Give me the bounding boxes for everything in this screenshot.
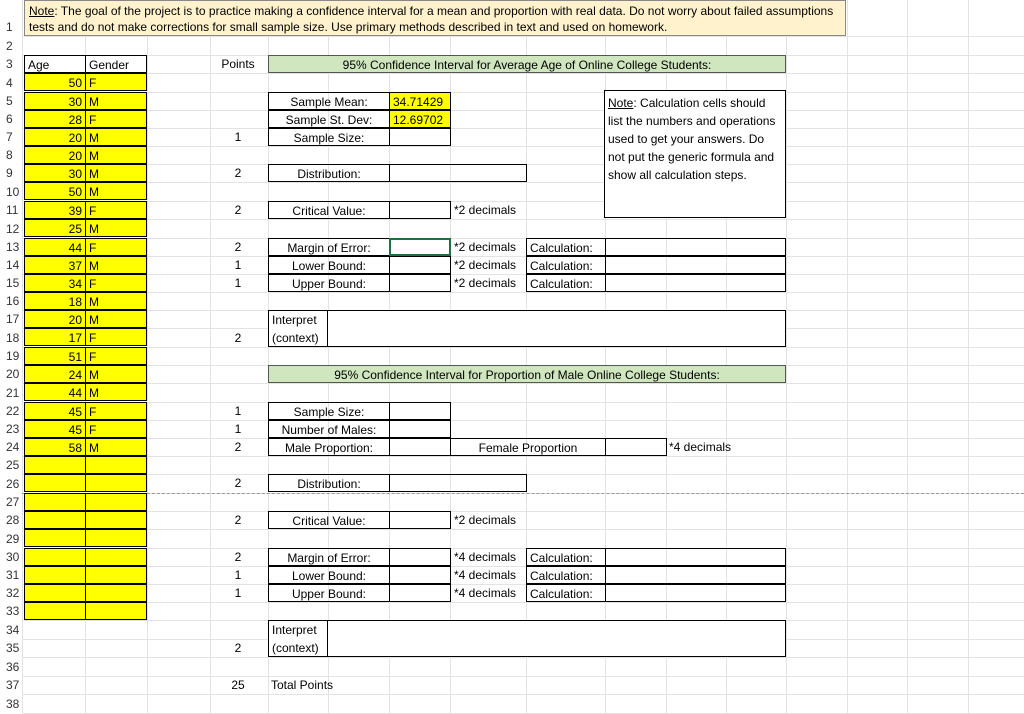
age-cell[interactable]: 18: [24, 292, 86, 310]
age-cell[interactable]: [24, 529, 86, 547]
row-gridline: [22, 657, 1024, 658]
row-number[interactable]: 11: [6, 203, 19, 217]
sample-mean-value[interactable]: 34.71429: [389, 92, 451, 110]
prop-moe-calc-label[interactable]: Calculation:: [526, 548, 606, 566]
prop-lower-note: *4 decimals: [454, 568, 517, 582]
age-cell[interactable]: 51: [24, 347, 86, 365]
row-number[interactable]: 25: [6, 458, 20, 472]
prop-section-title[interactable]: 95% Confidence Interval for Proportion of Male Online College Students:: [268, 365, 786, 383]
row-gridline: [22, 128, 1024, 129]
gender-cell[interactable]: [85, 493, 147, 511]
gender-cell[interactable]: F: [85, 201, 147, 219]
mean-interpret-label-line2: (context): [272, 331, 319, 345]
mean-lower-label[interactable]: Lower Bound:: [268, 256, 390, 274]
age-cell[interactable]: 37: [24, 256, 86, 274]
prop-num-males-input[interactable]: [389, 420, 451, 438]
row-number[interactable]: 16: [6, 294, 20, 308]
mean-distribution-input[interactable]: [389, 164, 527, 182]
mean-moe-input-selected[interactable]: [389, 238, 451, 256]
mean-critical-label[interactable]: Critical Value:: [268, 201, 390, 219]
row-gridline: [22, 602, 1024, 603]
column-gridline: [147, 0, 148, 713]
gender-cell[interactable]: [85, 474, 147, 492]
prop-male-prop-points: 2: [234, 440, 242, 454]
sample-sd-value[interactable]: 12.69702: [389, 110, 451, 128]
calculation-note[interactable]: [604, 90, 786, 218]
row-gridline: [22, 529, 1024, 530]
sample-sd-label[interactable]: Sample St. Dev:: [268, 110, 390, 128]
prop-distribution-input[interactable]: [389, 474, 527, 492]
age-cell[interactable]: 50: [24, 73, 86, 91]
column-gridline: [968, 0, 969, 713]
prop-sample-size-points: 1: [234, 404, 242, 418]
mean-distribution-points: 2: [234, 166, 242, 180]
prop-moe-calc-input[interactable]: [605, 548, 786, 566]
prop-critical-points: 2: [234, 513, 242, 527]
gender-cell[interactable]: [85, 566, 147, 584]
age-cell[interactable]: [24, 493, 86, 511]
row-number[interactable]: 13: [6, 240, 20, 254]
row-gridline: [22, 402, 1024, 403]
top-note[interactable]: [24, 0, 846, 36]
gender-cell[interactable]: [85, 584, 147, 602]
mean-critical-note: *2 decimals: [454, 203, 517, 217]
column-gridline: [847, 0, 848, 713]
gender-cell[interactable]: M: [85, 164, 147, 182]
row-number[interactable]: 38: [6, 697, 20, 711]
age-cell[interactable]: [24, 566, 86, 584]
gender-cell[interactable]: M: [85, 92, 147, 110]
row-gridline: [22, 676, 1024, 677]
row-gridline: [22, 146, 1024, 147]
gender-cell[interactable]: [85, 456, 147, 474]
gender-cell[interactable]: M: [85, 383, 147, 401]
gender-cell[interactable]: M: [85, 182, 147, 200]
gender-cell[interactable]: F: [85, 73, 147, 91]
age-cell[interactable]: 17: [24, 328, 86, 346]
mean-sample-size-input[interactable]: [389, 128, 451, 146]
prop-interpret-points: 2: [234, 641, 242, 655]
row-number[interactable]: 31: [6, 568, 20, 582]
age-cell[interactable]: 25: [24, 219, 86, 237]
prop-upper-points: 1: [234, 586, 242, 600]
prop-upper-note: *4 decimals: [454, 586, 517, 600]
row-number[interactable]: 22: [6, 404, 20, 418]
mean-interpret-points: 2: [234, 331, 242, 345]
gender-cell[interactable]: M: [85, 310, 147, 328]
row-number[interactable]: 17: [6, 312, 20, 326]
row-gridline: [22, 420, 1024, 421]
prop-distribution-points: 2: [234, 476, 242, 490]
page-break-line: [22, 493, 1024, 494]
mean-interpret-label-line1: Interpret: [272, 313, 317, 327]
prop-critical-input[interactable]: [389, 511, 451, 529]
gender-cell[interactable]: F: [85, 402, 147, 420]
mean-upper-note: *2 decimals: [454, 276, 517, 290]
gender-cell[interactable]: F: [85, 420, 147, 438]
prop-moe-note: *4 decimals: [454, 550, 517, 564]
row-gridline: [22, 694, 1024, 695]
row-gridline: [22, 292, 1024, 293]
gender-cell[interactable]: F: [85, 328, 147, 346]
gender-cell[interactable]: [85, 529, 147, 547]
age-cell[interactable]: 30: [24, 92, 86, 110]
gender-cell[interactable]: F: [85, 274, 147, 292]
total-points-value: 25: [231, 678, 245, 692]
prop-critical-label[interactable]: Critical Value:: [268, 511, 390, 529]
mean-critical-input[interactable]: [389, 201, 451, 219]
row-number[interactable]: 36: [6, 660, 20, 674]
top-note-text: : The goal of the project is to practice making a confidence interval for a mean and proportion with real data. Do not worry about failed assumptions tests and do not make corrections for small sample size. Use primary methods described in text and used on homework.: [29, 4, 834, 34]
gender-cell[interactable]: F: [85, 347, 147, 365]
mean-lower-calc-input[interactable]: [605, 256, 786, 274]
age-cell[interactable]: 20: [24, 310, 86, 328]
mean-lower-note: *2 decimals: [454, 258, 517, 272]
age-cell[interactable]: 20: [24, 128, 86, 146]
row-number[interactable]: 18: [6, 331, 20, 345]
row-number[interactable]: 26: [6, 477, 20, 491]
age-cell[interactable]: 58: [24, 438, 86, 456]
gender-cell[interactable]: M: [85, 365, 147, 383]
prop-moe-input[interactable]: [389, 548, 451, 566]
row-number[interactable]: 33: [6, 604, 20, 618]
row-number[interactable]: 34: [6, 623, 20, 637]
age-cell[interactable]: 20: [24, 146, 86, 164]
row-number[interactable]: 14: [6, 258, 20, 272]
row-gridline: [22, 92, 1024, 93]
age-cell[interactable]: [24, 584, 86, 602]
mean-critical-points: 2: [234, 203, 242, 217]
row-number[interactable]: 28: [6, 513, 20, 527]
row-number[interactable]: 10: [6, 185, 20, 199]
prop-critical-note: *2 decimals: [454, 513, 517, 527]
prop-interpret-label[interactable]: [268, 620, 328, 657]
mean-lower-input[interactable]: [389, 256, 451, 274]
row-gridline: [22, 36, 1024, 37]
age-cell[interactable]: [24, 602, 86, 620]
row-number[interactable]: 19: [6, 349, 20, 363]
prop-moe-label[interactable]: Margin of Error:: [268, 548, 390, 566]
prop-interpret-label-line1: Interpret: [272, 623, 317, 637]
header-gender[interactable]: Gender: [85, 55, 147, 73]
gender-cell[interactable]: F: [85, 110, 147, 128]
age-cell[interactable]: [24, 474, 86, 492]
prop-num-males-points: 1: [234, 422, 242, 436]
age-cell[interactable]: 44: [24, 383, 86, 401]
row-number[interactable]: 29: [6, 532, 20, 546]
prop-interpret-box[interactable]: [268, 620, 786, 657]
mean-moe-label[interactable]: Margin of Error:: [268, 238, 390, 256]
mean-sample-size-label[interactable]: Sample Size:: [268, 128, 390, 146]
mean-upper-label[interactable]: Upper Bound:: [268, 274, 390, 292]
header-age[interactable]: Age: [24, 55, 86, 73]
prop-female-prop-label[interactable]: Female Proportion: [450, 438, 606, 456]
gender-cell[interactable]: [85, 511, 147, 529]
age-cell[interactable]: 28: [24, 110, 86, 128]
prop-upper-label[interactable]: Upper Bound:: [268, 584, 390, 602]
row-gridline: [22, 219, 1024, 220]
prop-female-prop-input[interactable]: [605, 438, 667, 456]
gender-cell[interactable]: M: [85, 256, 147, 274]
age-cell[interactable]: 45: [24, 402, 86, 420]
row-number[interactable]: 7: [6, 130, 13, 144]
age-cell[interactable]: 39: [24, 201, 86, 219]
prop-lower-calc-input[interactable]: [605, 566, 786, 584]
prop-lower-points: 1: [234, 568, 242, 582]
mean-upper-points: 1: [234, 276, 242, 290]
row-number[interactable]: 4: [6, 76, 13, 90]
gender-cell[interactable]: [85, 602, 147, 620]
row-number[interactable]: 32: [6, 586, 20, 600]
age-cell[interactable]: 24: [24, 365, 86, 383]
row-gridline: [22, 182, 1024, 183]
row-number[interactable]: 27: [6, 495, 20, 509]
age-cell[interactable]: 45: [24, 420, 86, 438]
row-number[interactable]: 37: [6, 678, 20, 692]
mean-moe-calc-label[interactable]: Calculation:: [526, 238, 606, 256]
mean-upper-calc-label[interactable]: Calculation:: [526, 274, 606, 292]
column-gridline: [907, 0, 908, 713]
prop-num-males-label[interactable]: Number of Males:: [268, 420, 390, 438]
prop-male-prop-input[interactable]: [389, 438, 451, 456]
prop-sample-size-label[interactable]: Sample Size:: [268, 402, 390, 420]
age-cell[interactable]: [24, 511, 86, 529]
row-number[interactable]: 24: [6, 440, 20, 454]
mean-lower-points: 1: [234, 258, 242, 272]
mean-moe-note: *2 decimals: [454, 240, 517, 254]
mean-interpret-box[interactable]: [268, 310, 786, 347]
row-number[interactable]: 12: [6, 222, 20, 236]
row-number[interactable]: 21: [6, 386, 20, 400]
row-number[interactable]: 3: [6, 57, 13, 71]
prop-upper-input[interactable]: [389, 584, 451, 602]
mean-moe-calc-input[interactable]: [605, 238, 786, 256]
row-number[interactable]: 30: [6, 550, 20, 564]
column-gridline: [526, 0, 527, 713]
gender-cell[interactable]: M: [85, 146, 147, 164]
column-gridline: [786, 0, 787, 713]
total-points-label: Total Points: [271, 678, 334, 692]
prop-sample-size-input[interactable]: [389, 402, 451, 420]
age-cell[interactable]: 50: [24, 182, 86, 200]
row-number[interactable]: 1: [6, 20, 13, 34]
gender-cell[interactable]: [85, 548, 147, 566]
row-gridline: [22, 347, 1024, 348]
mean-interpret-label[interactable]: [268, 310, 328, 347]
row-number[interactable]: 20: [6, 367, 20, 381]
prop-upper-calc-input[interactable]: [605, 584, 786, 602]
gender-cell[interactable]: M: [85, 128, 147, 146]
prop-lower-input[interactable]: [389, 566, 451, 584]
prop-lower-label[interactable]: Lower Bound:: [268, 566, 390, 584]
age-cell[interactable]: [24, 456, 86, 474]
mean-moe-points: 2: [234, 240, 242, 254]
row-number[interactable]: 35: [6, 641, 20, 655]
mean-lower-calc-label[interactable]: Calculation:: [526, 256, 606, 274]
row-number[interactable]: 8: [6, 148, 13, 162]
mean-section-title[interactable]: 95% Confidence Interval for Average Age of Online College Students:: [268, 55, 786, 73]
row-number[interactable]: 6: [6, 112, 13, 126]
row-number[interactable]: 9: [6, 166, 13, 180]
top-note-label: Note: [29, 4, 55, 18]
column-gridline: [210, 0, 211, 713]
prop-moe-points: 2: [234, 550, 242, 564]
prop-male-prop-label[interactable]: Male Proportion:: [268, 438, 390, 456]
mean-upper-input[interactable]: [389, 274, 451, 292]
row-number[interactable]: 2: [6, 39, 13, 53]
age-cell[interactable]: 34: [24, 274, 86, 292]
prop-distribution-label[interactable]: Distribution:: [268, 474, 390, 492]
sample-mean-label[interactable]: Sample Mean:: [268, 92, 390, 110]
row-number[interactable]: 15: [6, 276, 20, 290]
row-number[interactable]: 23: [6, 422, 20, 436]
gender-cell[interactable]: M: [85, 438, 147, 456]
prop-lower-calc-label[interactable]: Calculation:: [526, 566, 606, 584]
row-gridline: [22, 110, 1024, 111]
gender-cell[interactable]: F: [85, 238, 147, 256]
prop-interpret-label-line2: (context): [272, 641, 319, 655]
prop-upper-calc-label[interactable]: Calculation:: [526, 584, 606, 602]
age-cell[interactable]: [24, 548, 86, 566]
mean-upper-calc-input[interactable]: [605, 274, 786, 292]
mean-sample-size-points: 1: [234, 130, 242, 144]
gender-cell[interactable]: M: [85, 292, 147, 310]
calculation-note-text: : Calculation cells should list the numbers and operations used to get your answers. Do not put the generic formula and show all calculation steps.: [608, 96, 776, 182]
gender-cell[interactable]: M: [85, 219, 147, 237]
header-points[interactable]: Points: [221, 57, 255, 71]
age-cell[interactable]: 44: [24, 238, 86, 256]
row-number[interactable]: 5: [6, 94, 13, 108]
prop-decimals-note: *4 decimals: [669, 440, 732, 454]
column-gridline: [22, 0, 23, 713]
calculation-note-label: Note: [608, 96, 634, 110]
age-cell[interactable]: 30: [24, 164, 86, 182]
mean-distribution-label[interactable]: Distribution:: [268, 164, 390, 182]
